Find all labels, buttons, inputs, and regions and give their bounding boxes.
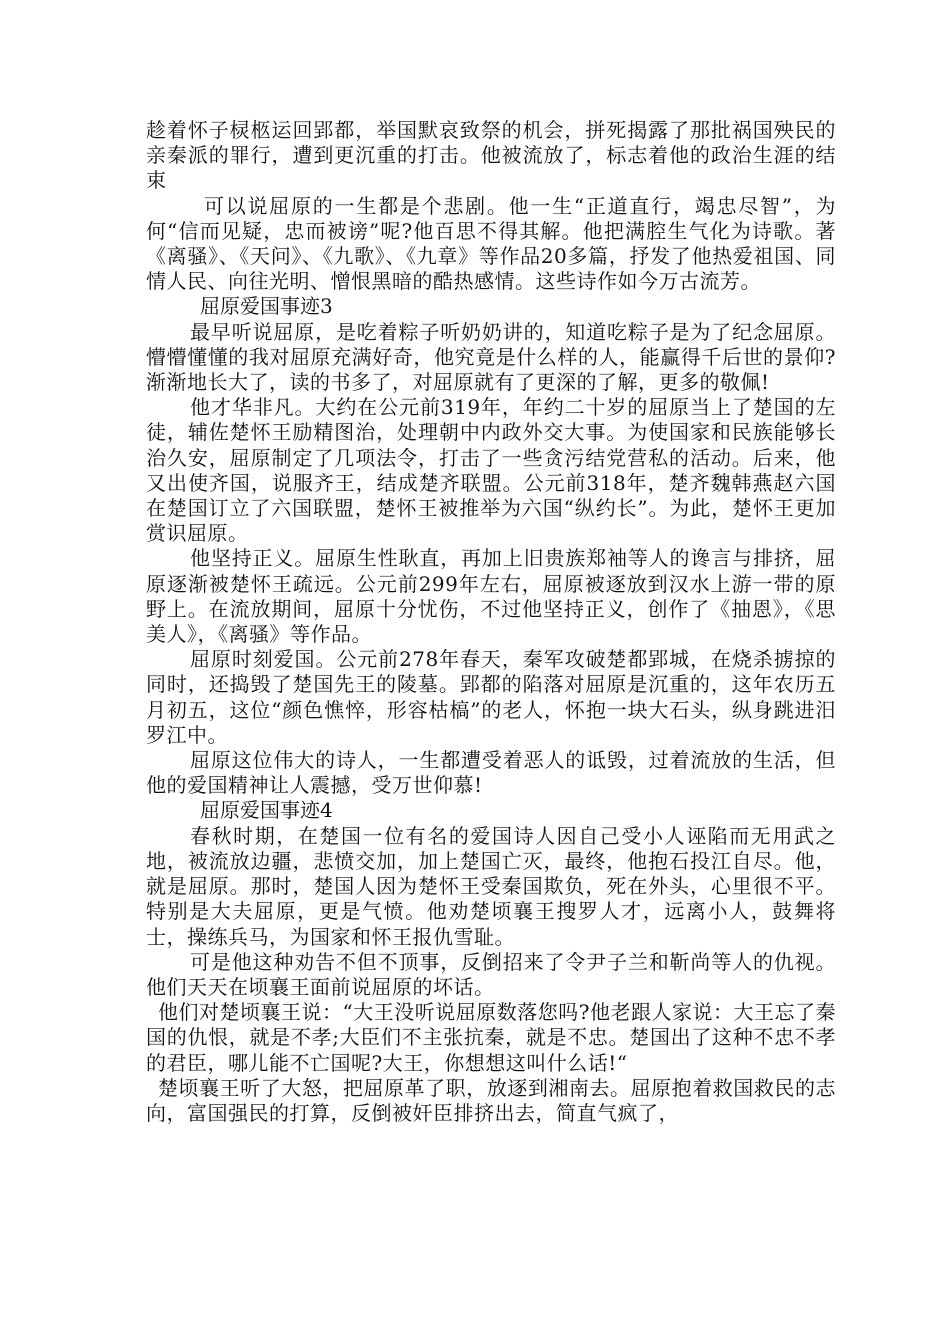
document-body [146,118,836,1126]
paragraph-banished: 楚顷襄王听了大怒，把屈原革了职，放逐到湘南去。屈原抱着救国救民的志向，富国强民的打算，反倒被奸臣排挤出去，简直气疯了， [146,1075,836,1125]
section-heading-4: 屈原爱国事迹4 [200,798,333,823]
paragraph-exile-ending: 趁着怀子棂柩运回郢都，举国默哀致祭的机会，拼死揭露了那批祸国殃民的亲秦派的罪行，遭到更沉重的打击。他被流放了，标志着他的政治生涯的结束 [146,118,836,193]
paragraph-advice-rejected: 可是他这种劝告不但不顶事，反倒招来了令尹子兰和靳尚等人的仇视。他们天天在顷襄王面前说屈原的坏话。 [146,949,836,999]
paragraph-talent: 他才华非凡。大约在公元前319年，年约二十岁的屈原当上了楚国的左徒，辅佐楚怀王励精图治，处理朝中内政外交大事。为使国家和民族能够长治久安，屈原制定了几项法令，打击了一些贪污结党营私的活动。后来，他又出使齐国，说服齐王，结成楚齐联盟。公元前318年，楚齐魏韩燕赵六国在楚国订立了六国联盟，楚怀王被推举为六国“纵约长”。为此，楚怀王更加赏识屈原。 [146,395,836,546]
paragraph-spring-autumn: 春秋时期，在楚国一位有名的爱国诗人因自己受小人诬陷而无用武之地，被流放边疆，悲愤交加，加上楚国亡灭，最终，他抱石投江自尽。他，就是屈原。那时，楚国人因为楚怀王受秦国欺负，死在外头，心里很不平。特别是大夫屈原，更是气愤。他劝楚顷襄王搜罗人才，远离小人，鼓舞将士，操练兵马，为国家和怀王报仇雪耻。 [146,823,836,949]
paragraph-first-heard: 最早听说屈原，是吃着粽子听奶奶讲的，知道吃粽子是为了纪念屈原。懵懵懂懂的我对屈原充满好奇，他究竟是什么样的人，能赢得千后世的景仰?渐渐地长大了，读的书多了，对屈原就有了更深的了解，更多的敬佩! [146,319,836,395]
paragraph-slander: 他们对楚顷襄王说：“大王没听说屈原数落您吗?他老跟人家说：大王忘了秦国的仇恨，就是不孝;大臣们不主张抗秦，就是不忠。楚国出了这种不忠不孝的君臣，哪儿能不亡国呢?大王，你想想这叫什么话!“ [146,1000,836,1075]
paragraph-tragedy-poems: 可以说屈原的一生都是个悲剧。他一生“正道直行，竭忠尽智”，为何“信而见疑，忠而被谤”呢?他百思不得其解。他把满腔生气化为诗歌。著《离骚》、《天问》、《九歌》、《九章》等作品20多篇，抒发了他热爱祖国、同情人民、向往光明、憎恨黑暗的酷热感情。这些诗作如今万古流芳。 [146,193,836,294]
paragraph-justice: 他坚持正义。屈原生性耿直，再加上旧贵族郑袖等人的谗言与排挤，屈原逐渐被楚怀王疏远。公元前299年左右，屈原被逐放到汉水上游一带的原野上。在流放期间，屈原十分忧伤，不过他坚持正义，创作了《抽恩》，《思美人》，《离骚》等作品。 [146,546,836,647]
paragraph-patriotism: 屈原时刻爱国。公元前278年春天，秦军攻破楚都郢城，在烧杀掳掠的同时，还捣毁了楚国先王的陵墓。郢都的陷落对屈原是沉重的，这年农历五月初五，这位“颜色憔悴，形容枯槁”的老人，怀抱一块大石头，纵身跳进汨罗江中。 [146,647,836,747]
section-heading-3: 屈原爱国事迹3 [200,294,333,319]
paragraph-great-poet: 屈原这位伟大的诗人，一生都遭受着恶人的诋毁，过着流放的生活，但他的爱国精神让人震撼，受万世仰慕! [146,748,836,798]
